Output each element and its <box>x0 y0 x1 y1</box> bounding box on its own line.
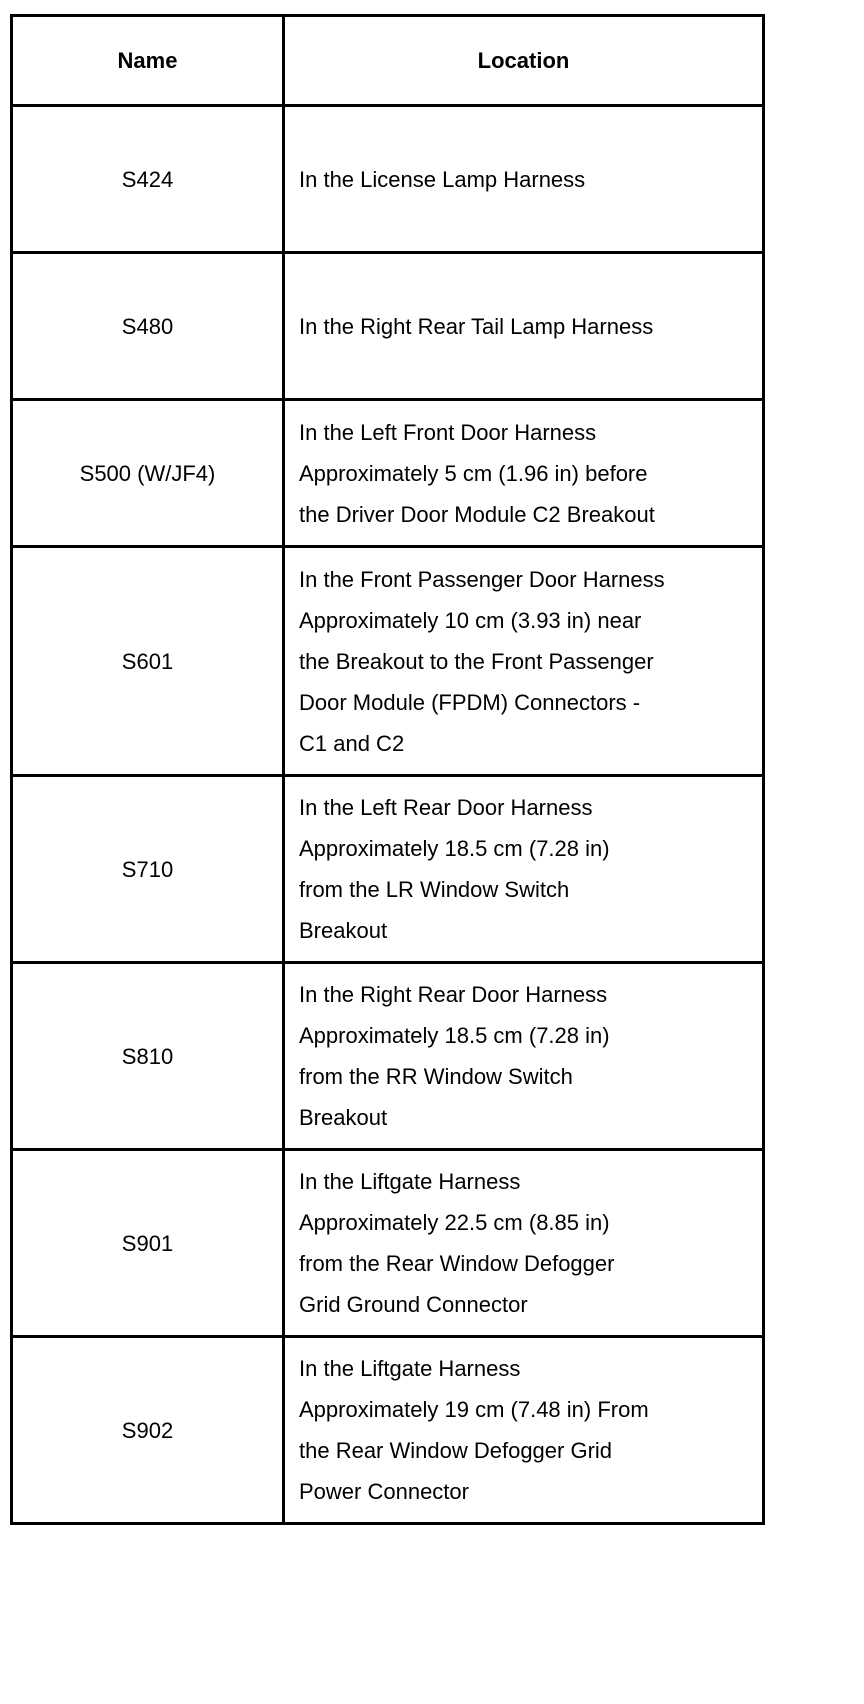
splice-location-table <box>10 14 765 1525</box>
splice-name: S480 <box>12 253 284 400</box>
location-line: from the RR Window Switch <box>299 1064 573 1089</box>
splice-location <box>284 106 764 253</box>
location-line: In the Liftgate Harness <box>299 1169 521 1194</box>
location-line: In the Left Front Door Harness <box>299 419 597 445</box>
splice-name: S500 (W/JF4) <box>12 400 284 547</box>
table-row <box>12 1337 764 1524</box>
header-row <box>12 16 764 106</box>
location-line: In the Right Rear Door Harness <box>299 982 608 1007</box>
location-line: the Rear Window Defogger Grid <box>299 1438 613 1463</box>
splice-location <box>284 547 764 776</box>
table-row <box>12 963 764 1150</box>
location-line: Approximately 18.5 cm (7.28 in) <box>299 836 610 861</box>
location-line: Breakout <box>299 1105 388 1130</box>
location-line: Approximately 10 cm (3.93 in) near <box>299 607 642 633</box>
location-line: In the Right Rear Tail Lamp Harness <box>299 313 654 339</box>
location-line: Door Module (FPDM) Connectors - <box>299 689 641 715</box>
location-line: In the License Lamp Harness <box>299 166 586 192</box>
table-row <box>12 106 764 253</box>
location-line: Grid Ground Connector <box>299 1292 528 1317</box>
splice-name: S901 <box>12 1150 284 1337</box>
table-row <box>12 547 764 776</box>
location-line: In the Front Passenger Door Harness <box>299 566 665 592</box>
location-line: the Driver Door Module C2 Breakout <box>299 501 655 527</box>
splice-location <box>284 963 764 1150</box>
splice-location <box>284 400 764 547</box>
location-line: C1 and C2 <box>299 730 405 756</box>
splice-name: S810 <box>12 963 284 1150</box>
splice-name: S424 <box>12 106 284 253</box>
location-line: Power Connector <box>299 1479 469 1504</box>
location-line: Approximately 5 cm (1.96 in) before <box>299 460 648 486</box>
location-line: Approximately 19 cm (7.48 in) From <box>299 1397 649 1422</box>
splice-name: S601 <box>12 547 284 776</box>
location-line: the Breakout to the Front Passenger <box>299 648 654 674</box>
location-line: from the LR Window Switch <box>299 877 570 902</box>
header-location: Location <box>284 16 764 106</box>
location-line: Approximately 22.5 cm (8.85 in) <box>299 1210 610 1235</box>
splice-location <box>284 1150 764 1337</box>
location-line: In the Left Rear Door Harness <box>299 795 593 820</box>
location-line: Approximately 18.5 cm (7.28 in) <box>299 1023 610 1048</box>
table-row <box>12 1150 764 1337</box>
location-line: In the Liftgate Harness <box>299 1356 521 1381</box>
table-row <box>12 776 764 963</box>
splice-name: S902 <box>12 1337 284 1524</box>
table-row <box>12 253 764 400</box>
location-line: Breakout <box>299 918 388 943</box>
splice-location <box>284 1337 764 1524</box>
splice-location <box>284 253 764 400</box>
splice-name: S710 <box>12 776 284 963</box>
splice-location <box>284 776 764 963</box>
table-row <box>12 400 764 547</box>
header-name: Name <box>12 16 284 106</box>
location-line: from the Rear Window Defogger <box>299 1251 615 1276</box>
